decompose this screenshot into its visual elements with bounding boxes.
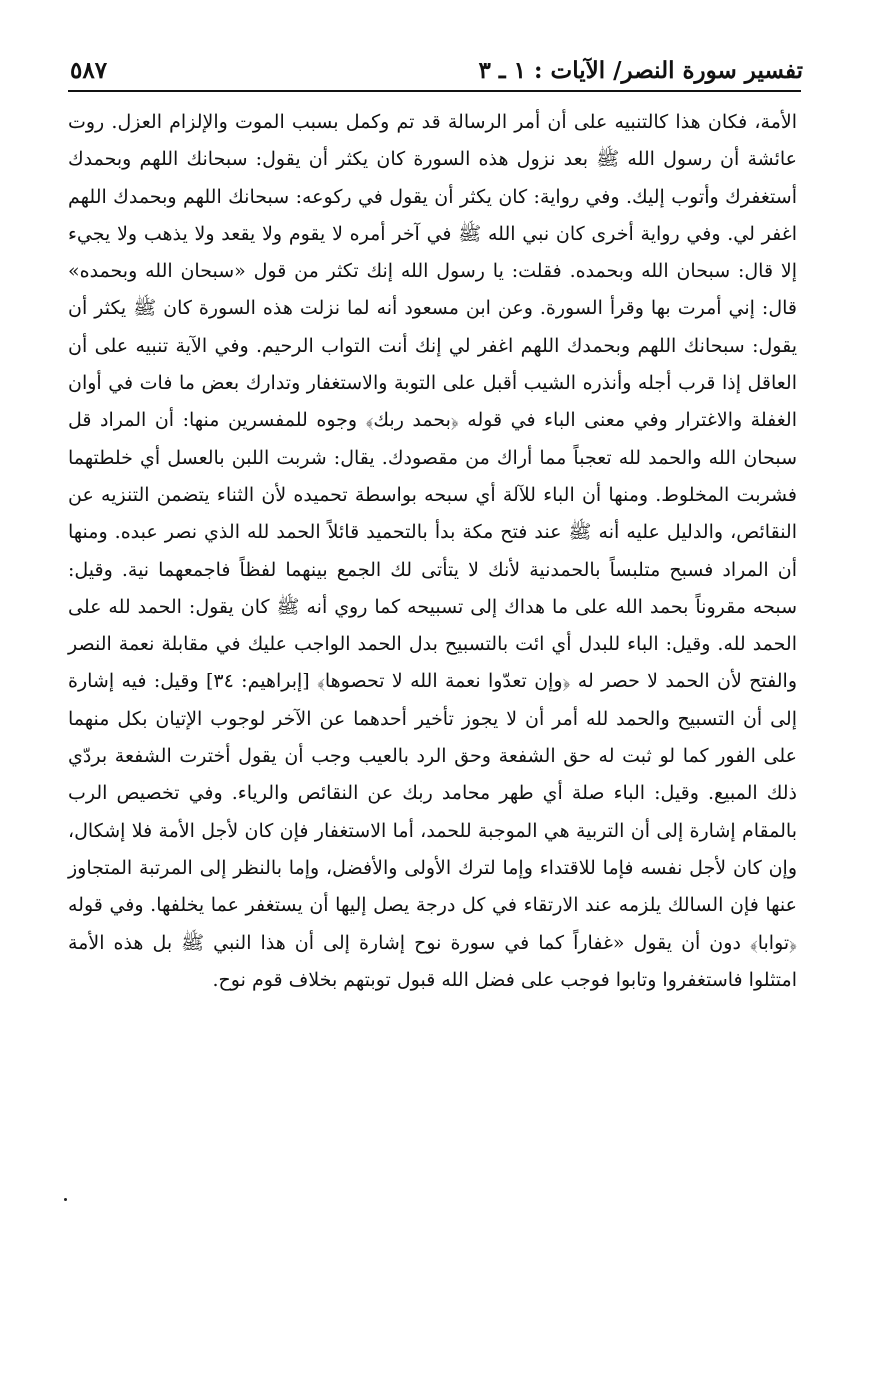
page-number: ٥٨٧ — [70, 57, 108, 84]
body-text — [68, 104, 797, 999]
stray-mark — [64, 1198, 67, 1201]
header-rule — [68, 90, 801, 92]
body-paragraph: الأمة، فكان هذا كالتنبيه على أن أمر الرسالة قد تم وكمل بسبب الموت والإلزام العزل. روت عائشة أن رسول الله ﷺ بعد نزول هذه السورة كان يكثر أن يقول: سبحانك اللهم وبحمدك أستغفرك وأتوب إليك. وفي رواية: كان يكثر أن يقول في ركوعه: سبحانك اللهم وبحمدك اللهم اغفر لي. وفي رواية أخرى كان نبي الله ﷺ في آخر أمره لا يقوم ولا يقعد ولا يذهب ولا يجيء إلا قال: سبحان الله وبحمده. فقلت: يا رسول الله إنك تكثر من قول «سبحان الله وبحمده» قال: إني أمرت بها وقرأ السورة. وعن ابن مسعود أنه لما نزلت هذه السورة كان ﷺ يكثر أن يقول: سبحانك اللهم وبحمدك اللهم اغفر لي إنك أنت التواب الرحيم. وفي الآية تنبيه على أن العاقل إذا قرب أجله وأنذره الشيب أقبل على التوبة والاستغفار وتدارك بعض ما فات في أوان الغفلة والاغترار وفي معنى الباء في قوله ﴿بحمد ربك﴾ وجوه للمفسرين منها: أن المراد قل سبحان الله والحمد لله تعجباً مما أراك من مقصودك. يقال: شربت اللبن بالعسل أي خلطتهما فشربت المخلوط. ومنها أن الباء للآلة أي سبحه بواسطة تحميده لأن الثناء يتضمن التنزيه عن النقائص، والدليل عليه أنه ﷺ عند فتح مكة بدأ بالتحميد قائلاً الحمد لله الذي نصر عبده. ومنها أن المراد فسبح متلبساً بالحمدنية لأنك لا يتأتى لك الجمع بينهما لفظاً فاجمعهما نية. وقيل: سبحه مقروناً بحمد الله على ما هداك إلى تسبيحه كما روي أنه ﷺ كان يقول: الحمد لله على الحمد لله. وقيل: الباء للبدل أي ائت بالتسبيح بدل الحمد الواجب عليك في مقابلة نعمة النصر والفتح لأن الحمد لا حصر له ﴿وإن تعدّوا نعمة الله لا تحصوها﴾ [إبراهيم: ٣٤] وقيل: فيه إشارة إلى أن التسبيح والحمد لله أمر أن لا يجوز تأخير أحدهما عن الآخر لوجوب الإتيان بكل منهما على الفور كما لو ثبت له حق الشفعة وحق الرد بالعيب وجب أن يقول أخترت الشفعة بردّي ذلك المبيع. وقيل: الباء صلة أي طهر محامد ربك عن النقائص والرياء. وفي تخصيص الرب بالمقام إشارة إلى أن التربية هي الموجبة للحمد، أما الاستغفار فإن كان لأجل الأمة فلا إشكال، وإن كان لأجل نفسه فإما للاقتداء وإما لترك الأولى والأفضل، وإما بالنظر إلى المرتبة المتجاوز عنها فإن السالك يلزمه عند الارتقاء في كل درجة يصل إليها أن يستغفر عما يخلفها. وفي قوله ﴿توابا﴾ دون أن يقول «غفاراً كما في سورة نوح إشارة إلى أن هذا النبي ﷺ بل هذه الأمة امتثلوا فاستغفروا وتابوا فوجب على فضل الله قبول توبتهم بخلاف قوم نوح. — [68, 111, 797, 991]
running-title: تفسير سورة النصر/ الآيات : ١ ـ ٣ — [478, 57, 803, 84]
page-header — [70, 48, 803, 84]
